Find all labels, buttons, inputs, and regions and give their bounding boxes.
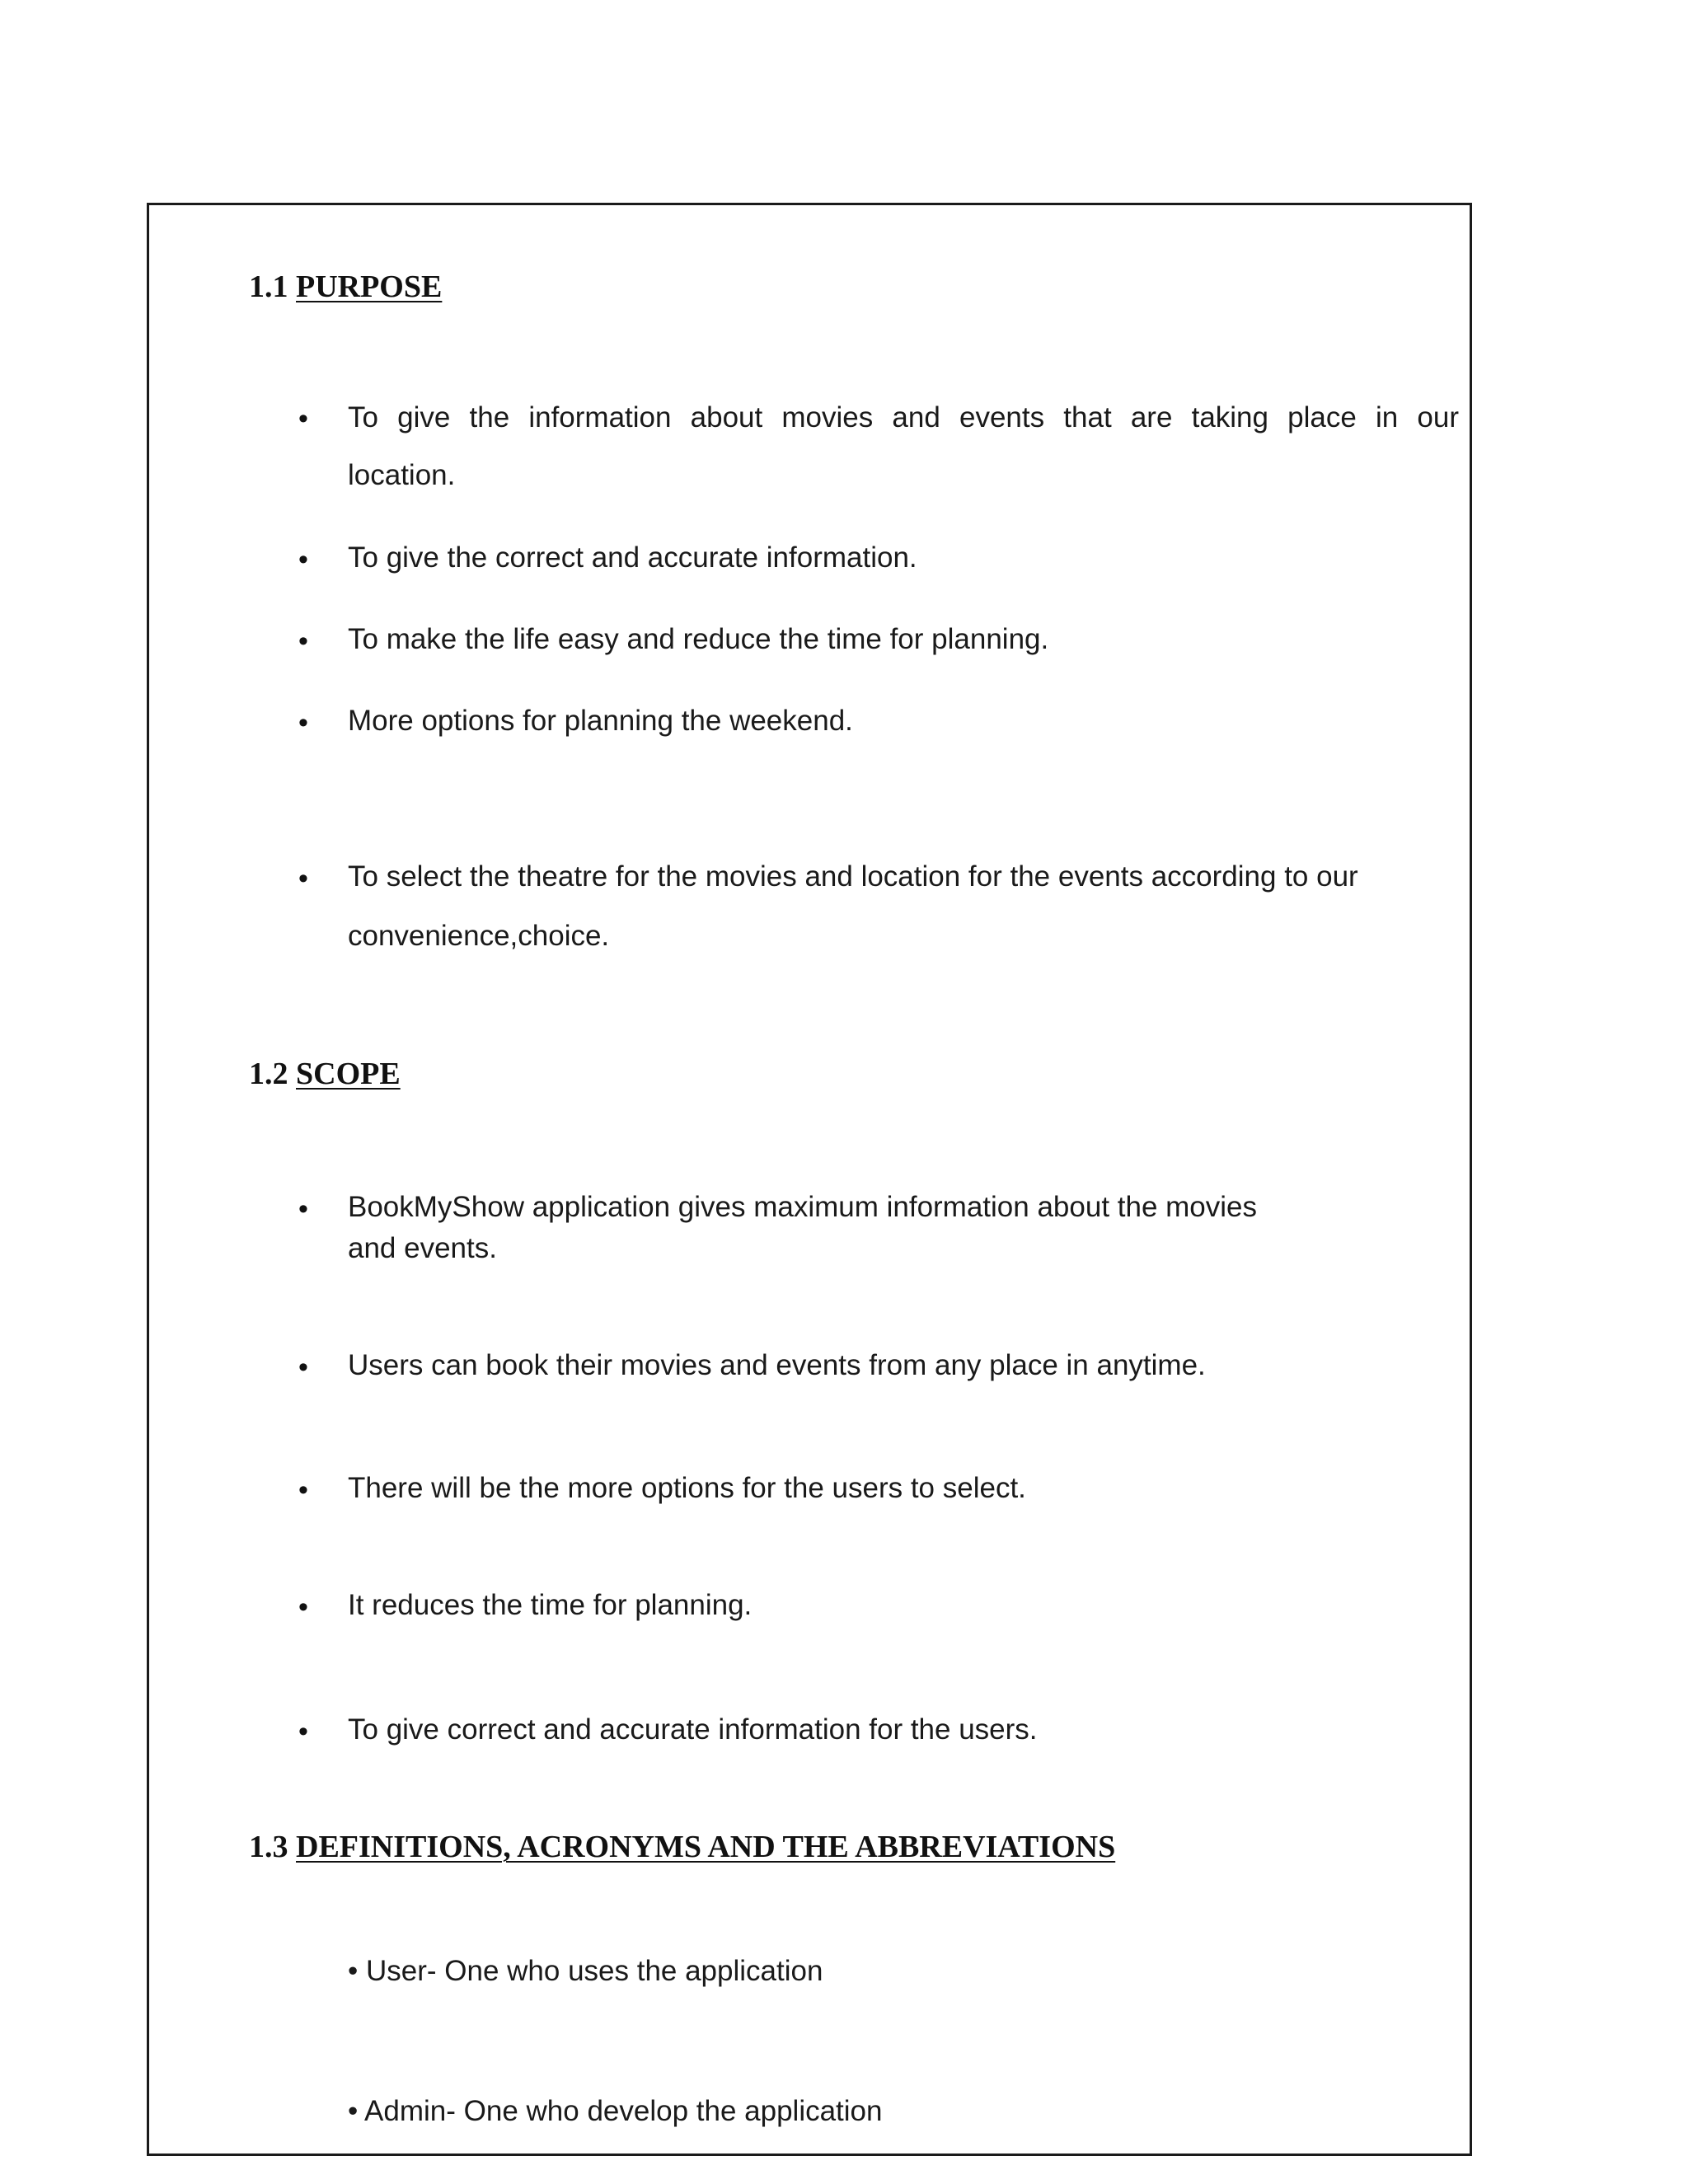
- bullet-icon: •: [298, 1474, 308, 1506]
- list-item: [348, 1585, 752, 1626]
- list-item-line: location.: [348, 459, 456, 491]
- list-item-line: It reduces the time for planning.: [348, 1589, 753, 1621]
- bullet-icon: •: [298, 544, 308, 575]
- list-item-line: To give the correct and accurate information.: [348, 541, 917, 574]
- section-heading-scope: [249, 1055, 401, 1093]
- bullet-icon: •: [298, 403, 308, 434]
- list-item-line: To give correct and accurate information for the users.: [348, 1713, 1038, 1746]
- list-item: [348, 619, 1048, 660]
- definition-item: • User- One who uses the application: [348, 1955, 823, 1987]
- section-heading-definitions: [249, 1828, 1115, 1866]
- list-item: [348, 397, 1459, 455]
- list-item: [348, 701, 853, 742]
- list-item-line: and events.: [348, 1232, 497, 1264]
- list-item: [348, 1709, 1038, 1750]
- bullet-icon: •: [298, 1591, 308, 1623]
- bullet-icon: •: [298, 1352, 308, 1383]
- list-item-line: More options for planning the weekend.: [348, 705, 853, 737]
- section-title: DEFINITIONS, ACRONYMS AND THE ABBREVIATIONS: [296, 1830, 1116, 1864]
- section-title: PURPOSE: [296, 269, 443, 304]
- section-heading-purpose: [249, 268, 442, 306]
- list-item-line: To give the information about movies and events that are taking place in our: [348, 401, 1459, 434]
- list-item-line: To select the theatre for the movies and location for the events according to our: [348, 860, 1358, 893]
- section-number: 1.2: [249, 1057, 288, 1091]
- list-item: [348, 856, 1358, 957]
- section-number: 1.1: [249, 269, 288, 304]
- list-item: [348, 1345, 1206, 1386]
- bullet-icon: •: [298, 1716, 308, 1747]
- list-item-line: convenience,choice.: [348, 920, 610, 952]
- bullet-icon: •: [298, 863, 308, 894]
- definition-item: • Admin- One who develop the application: [348, 2095, 883, 2127]
- bullet-icon: •: [298, 626, 308, 657]
- section-number: 1.3: [249, 1830, 288, 1864]
- bullet-icon: •: [298, 1193, 308, 1225]
- list-item: [348, 455, 455, 496]
- list-item: [348, 1468, 1026, 1509]
- list-item: [348, 537, 917, 579]
- list-item-line: There will be the more options for the users to select.: [348, 1472, 1026, 1504]
- list-item-line: To make the life easy and reduce the time for planning.: [348, 623, 1049, 655]
- bullet-icon: •: [298, 707, 308, 738]
- list-item: [348, 1187, 1257, 1269]
- list-item-line: Users can book their movies and events from any place in anytime.: [348, 1349, 1206, 1381]
- section-title: SCOPE: [296, 1057, 401, 1091]
- list-item-line: BookMyShow application gives maximum information about the movies: [348, 1191, 1258, 1223]
